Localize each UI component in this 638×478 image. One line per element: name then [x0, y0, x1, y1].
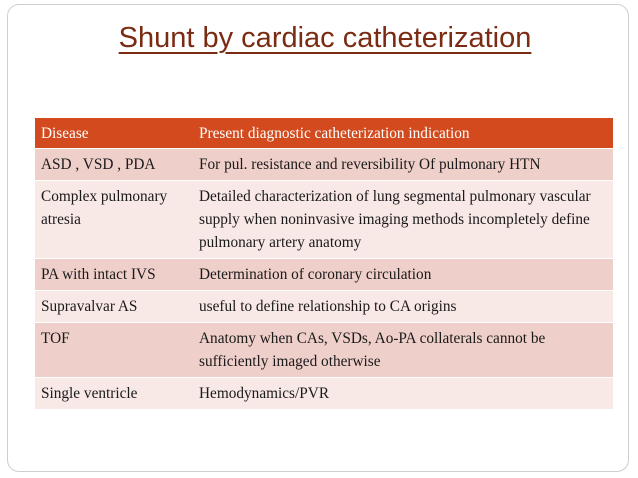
indications-table: [35, 118, 613, 409]
disease-cell: ASD , VSD , PDA: [35, 149, 193, 181]
header-disease: Disease: [35, 118, 193, 149]
disease-cell: Single ventricle: [35, 378, 193, 410]
disease-cell: PA with intact IVS: [35, 259, 193, 291]
disease-cell-text: Complex pulmonary atresia: [41, 188, 168, 228]
table-row: [35, 149, 613, 181]
disease-cell: [35, 181, 193, 259]
table-header-row: [35, 118, 613, 149]
indication-cell: For pul. resistance and reversibility Of pulmonary HTN: [193, 149, 613, 181]
disease-cell: TOF: [35, 323, 193, 378]
indication-cell: Hemodynamics/PVR: [193, 378, 613, 410]
table-row: [35, 323, 613, 378]
table-row: [35, 181, 613, 259]
indication-cell: useful to define relationship to CA origins: [193, 291, 613, 323]
slide-title: Shunt by cardiac catheterization: [118, 22, 532, 54]
indications-table-container: [35, 118, 613, 409]
table-row: [35, 378, 613, 410]
disease-cell: Supravalvar AS: [35, 291, 193, 323]
table-row: [35, 259, 613, 291]
indication-cell: Detailed characterization of lung segmental pulmonary vascular supply when noninvasive imaging methods incompletely define pulmonary artery anatomy: [193, 181, 613, 259]
indication-cell: Anatomy when CAs, VSDs, Ao-PA collaterals cannot be sufficiently imaged otherwise: [193, 323, 613, 378]
header-indication: Present diagnostic catheterization indication: [193, 118, 613, 149]
indication-cell: Determination of coronary circulation: [193, 259, 613, 291]
table-row: [35, 291, 613, 323]
